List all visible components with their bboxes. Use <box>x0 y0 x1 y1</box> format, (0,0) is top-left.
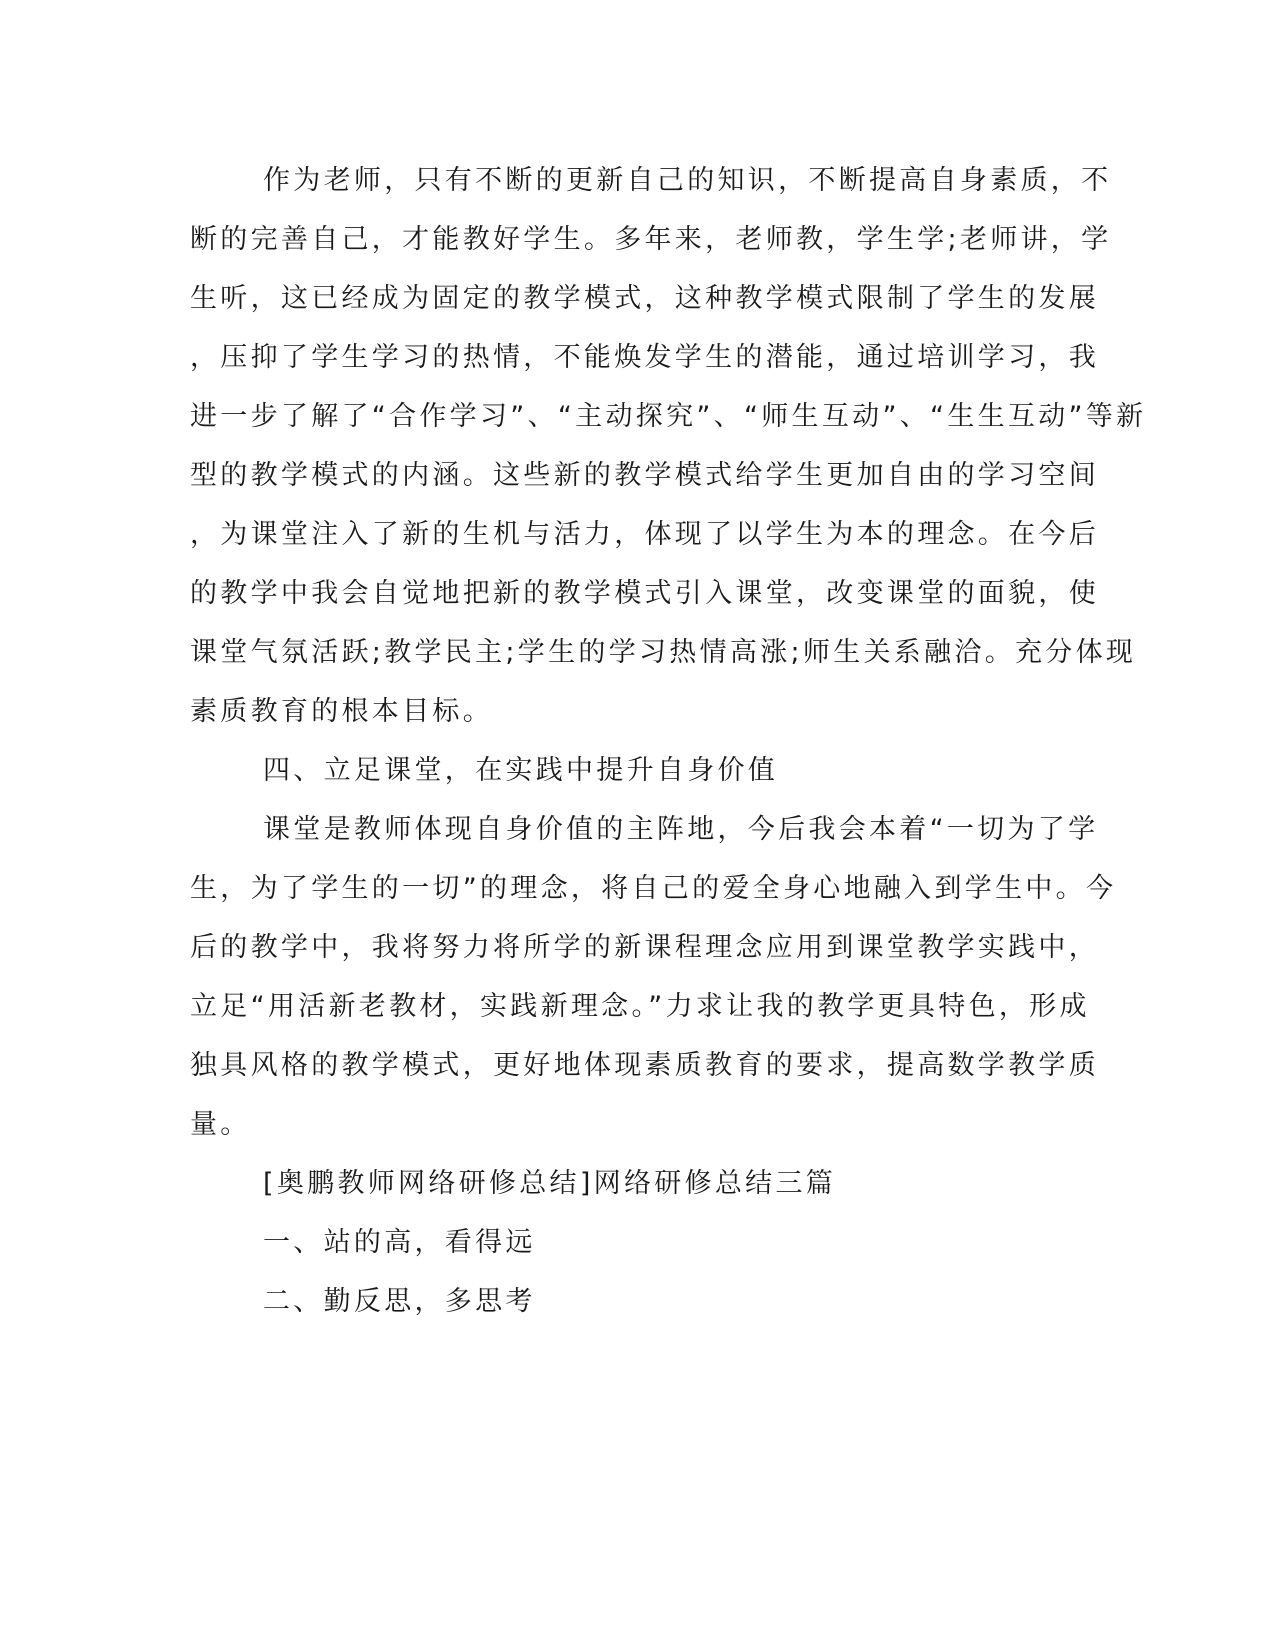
paragraph-line: ，为课堂注入了新的生机与活力，体现了以学生为本的理念。在今后 <box>190 519 1099 550</box>
section-heading: 二、勤反思，多思考 <box>263 1286 536 1317</box>
paragraph-line: 立足“用活新老教材，实践新理念。”力求让我的教学更具特色，形成 <box>190 991 1090 1022</box>
section-heading: 一、站的高，看得远 <box>263 1227 536 1258</box>
paragraph-line: 后的教学中，我将努力将所学的新课程理念应用到课堂教学实践中， <box>190 932 1099 963</box>
paragraph-line: 生，为了学生的一切”的理念，将自己的爱全身心地融入到学生中。今 <box>190 873 1117 904</box>
paragraph-line: ，压抑了学生学习的热情，不能焕发学生的潜能，通过培训学习，我 <box>190 342 1099 373</box>
paragraph-line: 独具风格的教学模式，更好地体现素质教育的要求，提高数学教学质 <box>190 1050 1099 1081</box>
paragraph-line: 型的教学模式的内涵。这些新的教学模式给学生更加自由的学习空间 <box>190 460 1099 491</box>
paragraph-line: 素质教育的根本目标。 <box>190 696 493 727</box>
paragraph-line: 断的完善自己，才能教好学生。多年来，老师教，学生学;老师讲，学 <box>190 224 1112 255</box>
section-heading: 四、立足课堂，在实践中提升自身价值 <box>263 755 779 786</box>
paragraph-line: 的教学中我会自觉地把新的教学模式引入课堂，改变课堂的面貌，使 <box>190 578 1099 609</box>
document-title: [奥鹏教师网络研修总结]网络研修总结三篇 <box>263 1168 837 1199</box>
paragraph-line: 作为老师，只有不断的更新自己的知识，不断提高自身素质，不 <box>263 165 1112 196</box>
paragraph-line: 课堂气氛活跃;教学民主;学生的学习热情高涨;师生关系融洽。充分体现 <box>190 637 1137 668</box>
paragraph-line: 量。 <box>190 1109 251 1140</box>
paragraph-line: 进一步了解了“合作学习”、“主动探究”、“师生互动”、“生生互动”等新 <box>190 401 1147 432</box>
paragraph-line: 课堂是教师体现自身价值的主阵地，今后我会本着“一切为了学 <box>263 814 1099 845</box>
paragraph-line: 生听，这已经成为固定的教学模式，这种教学模式限制了学生的发展 <box>190 283 1099 314</box>
